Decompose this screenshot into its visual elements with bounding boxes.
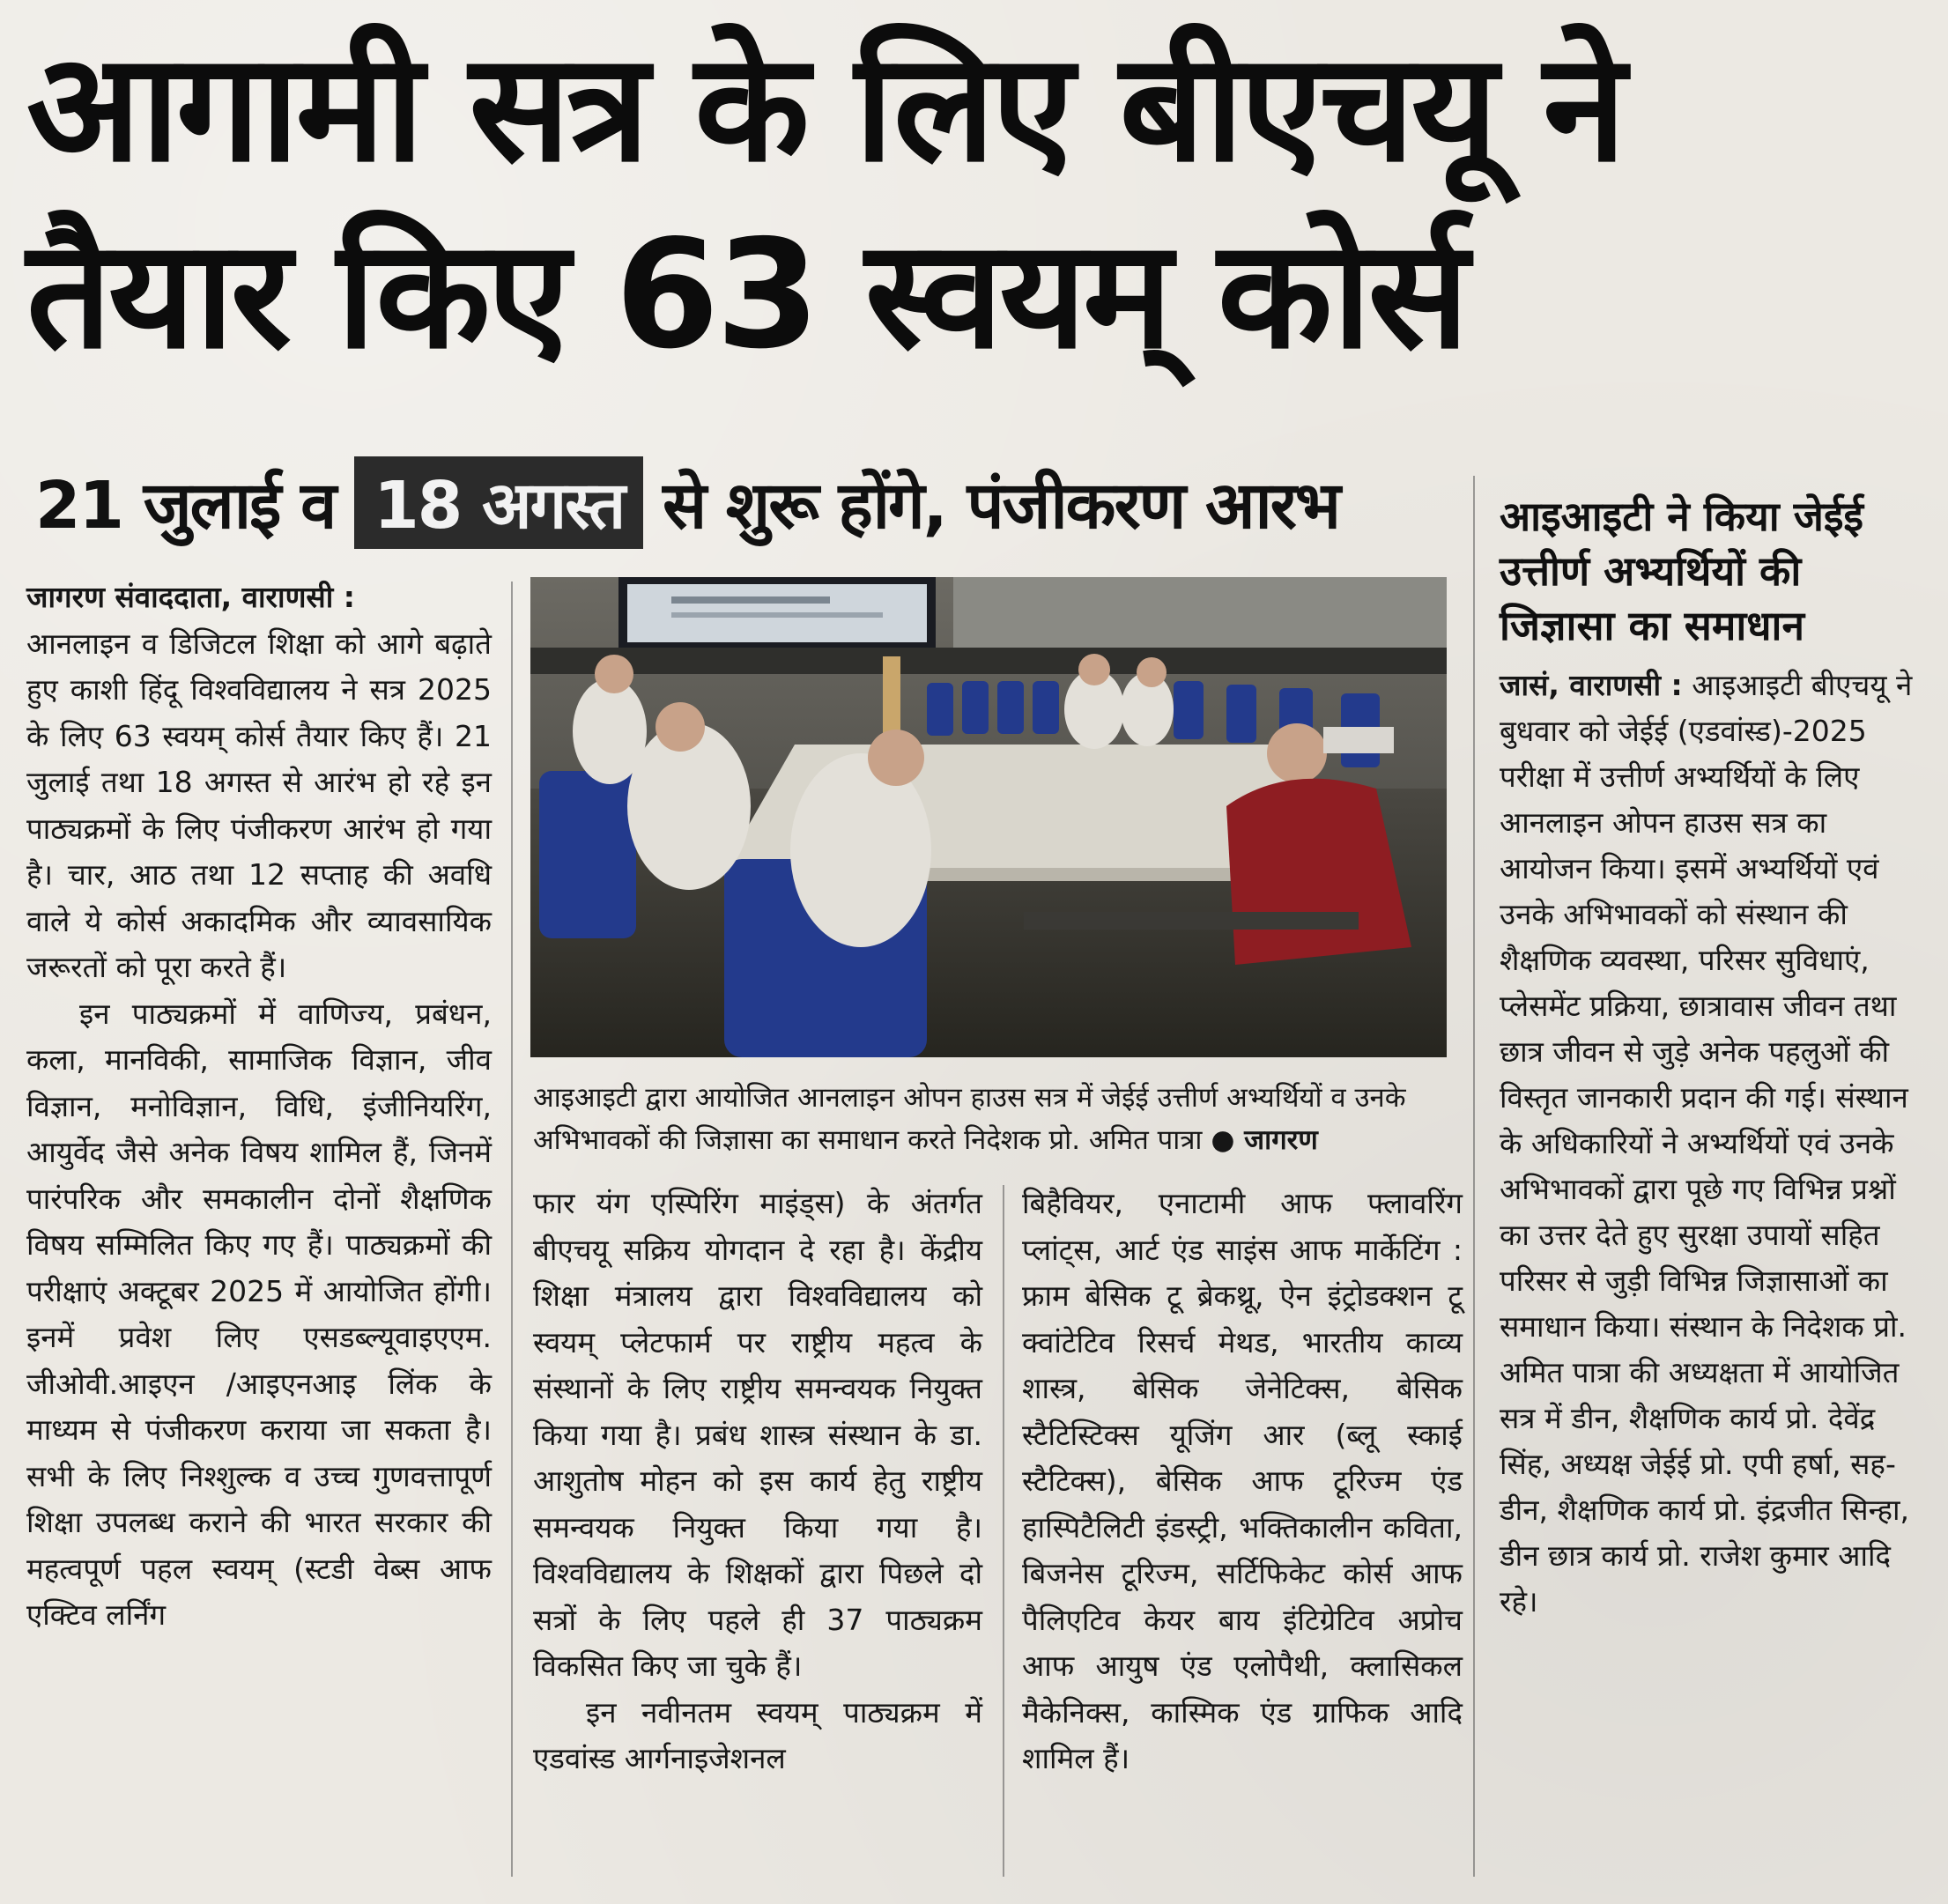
column-divider <box>1473 476 1475 1877</box>
col3-paragraph: बिहैवियर, एनाटामी आफ फ्लावरिंग प्लांट्स, आर्ट एंड साइंस आफ मार्केटिंग : फ्राम बेसिक टू ब्रेकथ्रू, ऐन इंट्रोडक्शन टू क्वांटेटिव रिसर्च मेथड, भारतीय काव्य शास्त्र, बेसिक जेनेटिक्स, बेसिक स्टैटिस्टिक्स यूजिंग आर (ब्लू स्काई स्टैटिक्स), बेसिक आफ टूरिज्म एंड हास्पिटैलिटी इंडस्ट्री, भक्तिकालीन कविता, बिजनेस टूरिज्म, सर्टिफिकेट कोर्स आफ पैलिएटिव केयर बाय इंटिग्रेटिव अप्रोच आफ आयुष एंड एलोपैथी, क्लासिकल मैकेनिक्स, कास्मिक एंड ग्राफिक आदि शामिल हैं। <box>1022 1186 1463 1775</box>
photo-caption <box>533 1077 1458 1161</box>
photo-caption-text: आइआइटी द्वारा आयोजित आनलाइन ओपन हाउस सत्र में जेईई उत्तीर्ण अभ्यर्थियों व उनके अभिभावकों की जिज्ञासा का समाधान करते निदेशक प्रो. अमित पात्रा <box>533 1082 1406 1156</box>
main-story-column-2 <box>533 1181 982 1782</box>
side-story-body <box>1500 663 1921 1625</box>
subheadline-after: से शुरू होंगे, पंजीकरण आरभ <box>663 467 1339 544</box>
subheadline <box>35 458 1339 546</box>
side-byline: जासं, वाराणसी : <box>1500 668 1683 702</box>
col2-paragraph-2: इन नवीनतम स्वयम् पाठ्यक्रम में एडवांस्ड आर्गनाइजेशनल <box>533 1694 982 1775</box>
subheadline-before: 21 जुलाई व <box>35 467 336 544</box>
main-paragraph-1: आनलाइन व डिजिटल शिक्षा को आगे बढ़ाते हुए काशी हिंदू विश्वविद्यालय ने सत्र 2025 के लिए 63 स्वयम् कोर्स तैयार किए हैं। 21 जुलाई तथा 18 अगस्त से आरंभ हो रहे इन पाठ्यक्रमों के लिए पंजीकरण आरंभ हो गया है। चार, आठ तथा 12 सप्ताह की अवधि वाले ये कोर्स अकादमिक और व्यावसायिक जरूरतों को पूरा करते हैं। <box>26 626 492 984</box>
side-story-headline: आइआइटी ने किया जेईई उत्तीर्ण अभ्यर्थियों की जिज्ञासा का समाधान <box>1500 493 1864 649</box>
main-story-column-3 <box>1022 1181 1463 1782</box>
meeting-photo <box>530 577 1447 1057</box>
subheadline-highlight-box: 18 अगस्त <box>354 456 643 549</box>
headline-line-1: आगामी सत्र के लिए बीएचयू ने <box>26 21 1623 196</box>
main-byline: जागरण संवाददाता, वाराणसी : <box>26 580 355 614</box>
meeting-photo-illustration <box>530 577 1447 1057</box>
main-story-column-1 <box>26 574 492 1639</box>
column-divider <box>511 582 513 1877</box>
photo-credit: ● जागरण <box>1211 1124 1318 1156</box>
col2-paragraph-1: फार यंग एस्पिरिंग माइंड्स) के अंतर्गत बीएचयू सक्रिय योगदान दे रहा है। केंद्रीय शिक्षा मंत्रालय द्वारा विश्वविद्यालय को स्वयम् प्लेटफार्म पर राष्ट्रीय महत्व के संस्थानों के लिए राष्ट्रीय समन्वयक नियुक्त किया गया है। प्रबंध शास्त्र संस्थान के डा. आशुतोष मोहन को इस कार्य हेतु राष्ट्रीय समन्वयक नियुक्त किया गया है। विश्वविद्यालय के शिक्षकों द्वारा पिछले दो सत्रों के लिए पहले ही 37 पाठ्यक्रम विकसित किए जा चुके हैं। <box>533 1186 982 1683</box>
main-paragraph-2: इन पाठ्यक्रमों में वाणिज्य, प्रबंधन, कला, मानविकी, सामाजिक विज्ञान, जीव विज्ञान, मनोविज्ञान, विधि, इंजीनियरिंग, आयुर्वेद जैसे अनेक विषय शामिल हैं, जिनमें पारंपरिक और समकालीन दोनों शैक्षणिक विषय सम्मिलित किए गए हैं। पाठ्यक्रमों की परीक्षाएं अक्टूबर 2025 में आयोजित होंगी। इनमें प्रवेश लिए एसडब्ल्यूवाइएएम. जीओवी.आइएन /आइएनआइ लिंक के माध्यम से पंजीकरण कराया जा सकता है। सभी के लिए निश्शुल्क व उच्च गुणवत्तापूर्ण शिक्षा उपलब्ध कराने की भारत सरकार की महत्वपूर्ण पहल स्वयम् (स्टडी वेब्स आफ एक्टिव लर्निंग <box>26 996 492 1632</box>
headline-line-2: तैयार किए 63 स्वयम् कोर्स <box>26 208 1466 382</box>
column-divider <box>1003 1185 1004 1877</box>
side-body-text: आइआइटी बीएचयू ने बुधवार को जेईई (एडवांस्ड)-2025 परीक्षा में उत्तीर्ण अभ्यर्थियों के लिए आनलाइन ओपन हाउस सत्र का आयोजन किया। इसमें अभ्यर्थियों एवं उनके अभिभावकों को संस्थान की शैक्षणिक व्यवस्था, परिसर सुविधाएं, प्लेसमेंट प्रक्रिया, छात्रावास जीवन तथा छात्र जीवन से जुड़े अनेक पहलुओं की विस्तृत जानकारी प्रदान की गई। संस्थान के अधिकारियों ने अभ्यर्थियों एवं उनके अभिभावकों द्वारा पूछे गए विभिन्न प्रश्नों का उत्तर देते हुए सुरक्षा उपायों सहित परिसर से जुड़ी विभिन्न जिज्ञासाओं का समाधान किया। संस्थान के निदेशक प्रो. अमित पात्रा की अध्यक्षता में आयोजित सत्र में डीन, शैक्षणिक कार्य प्रो. देवेंद्र सिंह, अध्यक्ष जेईई प्रो. एपी हर्षा, सह-डीन, शैक्षणिक कार्य प्रो. इंद्रजीत सिन्हा, डीन छात्र कार्य प्रो. राजेश कुमार आदि रहे। <box>1500 668 1913 1619</box>
